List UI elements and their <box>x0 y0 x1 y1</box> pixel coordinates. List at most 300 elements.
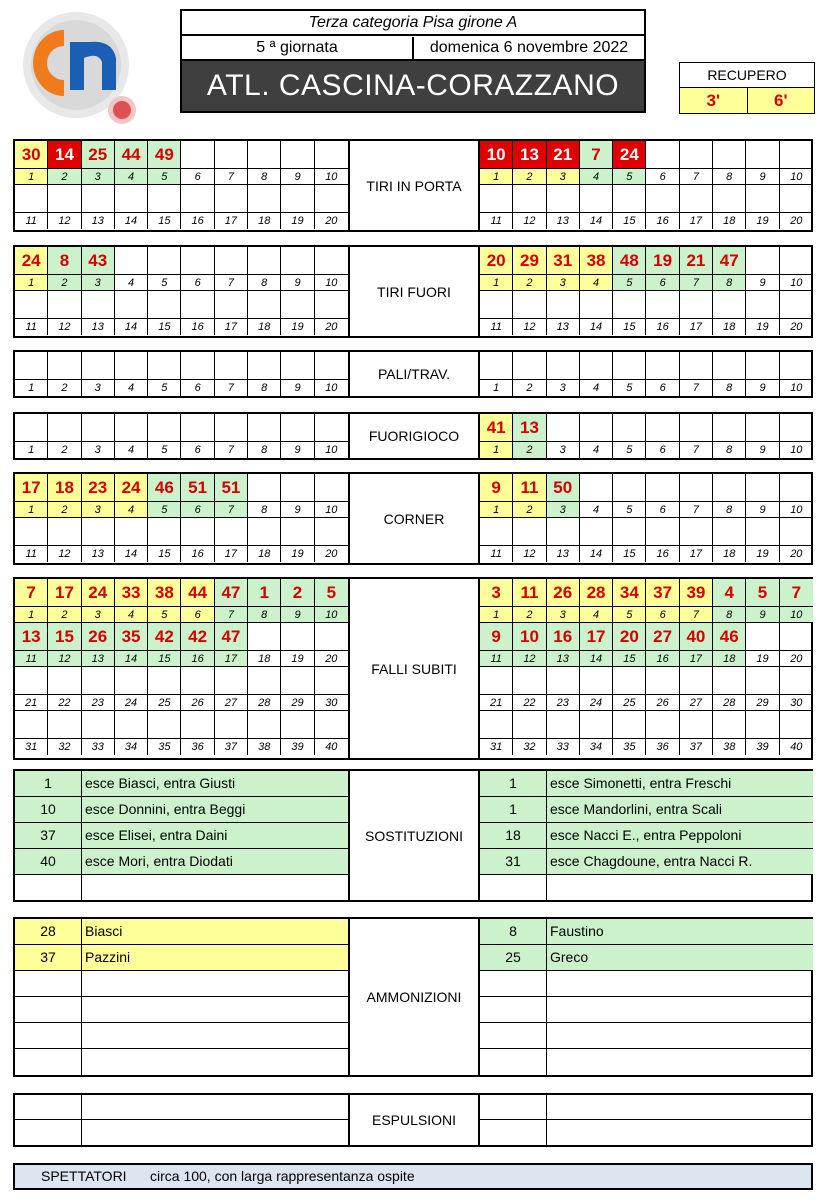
minute-cell: 13 <box>513 414 546 442</box>
minute-cell: 38 <box>580 247 613 275</box>
index-cell: 10 <box>325 382 338 394</box>
index-cell: 9 <box>746 380 779 396</box>
empty-cell <box>315 352 348 380</box>
empty-cell <box>713 711 746 739</box>
empty-cell <box>315 141 348 169</box>
index-cell: 29 <box>746 695 779 711</box>
minute-cell: 9 <box>480 623 513 651</box>
recupero-second-half: 6' <box>774 91 788 110</box>
empty-cell <box>580 414 613 442</box>
minute-cell: 24 <box>15 247 48 275</box>
empty-cell <box>215 667 248 695</box>
index-cell: 11 <box>480 319 513 335</box>
list-row <box>15 971 348 997</box>
empty-cell <box>680 711 713 739</box>
index-row <box>15 169 348 185</box>
values-row <box>480 291 813 319</box>
empty-cell <box>613 711 646 739</box>
event-text <box>547 971 813 996</box>
empty-cell <box>115 414 148 442</box>
empty-cell <box>148 667 181 695</box>
index-cell: 10 <box>315 502 348 518</box>
empty-cell <box>746 474 779 502</box>
empty-cell <box>513 711 546 739</box>
index-cell: 20 <box>790 321 803 333</box>
club-logo-icon <box>18 10 138 128</box>
index-row <box>15 213 348 229</box>
index-cell: 17 <box>215 213 248 229</box>
index-cell: 19 <box>281 319 314 335</box>
list-row <box>480 1023 813 1049</box>
index-cell: 6 <box>646 380 679 396</box>
empty-cell <box>480 667 513 695</box>
empty-cell <box>646 352 679 380</box>
empty-cell <box>215 247 248 275</box>
index-cell: 18 <box>713 213 746 229</box>
empty-cell <box>547 711 580 739</box>
minute-cell: 29 <box>513 247 546 275</box>
index-cell: 5 <box>613 607 646 623</box>
index-cell: 18 <box>248 651 281 667</box>
index-cell: 9 <box>281 442 314 458</box>
empty-cell <box>547 518 580 546</box>
minute-cell: 10 <box>15 797 82 822</box>
event-text: Faustino <box>550 923 604 939</box>
index-cell: 11 <box>15 546 48 562</box>
list-row <box>15 997 348 1023</box>
empty-cell <box>48 518 81 546</box>
values-row <box>15 623 348 651</box>
index-cell: 35 <box>613 739 646 755</box>
index-cell: 25 <box>613 695 646 711</box>
index-cell: 7 <box>680 502 713 518</box>
values-row <box>480 518 813 546</box>
index-cell: 6 <box>181 442 214 458</box>
empty-cell <box>480 711 513 739</box>
empty-cell <box>780 247 813 275</box>
event-text <box>547 997 813 1022</box>
index-cell: 32 <box>48 739 81 755</box>
empty-cell <box>513 185 546 213</box>
empty-cell <box>15 518 48 546</box>
index-cell: 8 <box>248 380 281 396</box>
index-cell: 4 <box>115 275 148 291</box>
minute-cell: 16 <box>547 623 580 651</box>
event-text: Greco <box>550 949 589 965</box>
index-cell: 21 <box>15 695 48 711</box>
index-cell: 19 <box>281 546 314 562</box>
index-cell: 19 <box>746 651 779 667</box>
event-text <box>82 1095 348 1119</box>
empty-cell <box>281 247 314 275</box>
event-text <box>82 971 348 996</box>
index-cell: 4 <box>580 502 613 518</box>
empty-cell <box>613 352 646 380</box>
index-cell: 38 <box>713 739 746 755</box>
index-cell: 18 <box>713 651 746 667</box>
index-cell: 9 <box>746 275 779 291</box>
minute-cell: 26 <box>547 579 580 607</box>
empty-cell <box>680 141 713 169</box>
list-row <box>15 849 348 875</box>
index-cell: 32 <box>513 739 546 755</box>
event-text: Biasci <box>85 923 123 939</box>
list-row <box>15 945 348 971</box>
index-cell: 23 <box>547 695 580 711</box>
empty-cell <box>713 667 746 695</box>
index-cell: 37 <box>680 739 713 755</box>
empty-cell <box>580 711 613 739</box>
values-row <box>15 474 348 502</box>
empty-cell <box>480 352 513 380</box>
index-row <box>480 502 813 518</box>
empty-cell <box>580 291 613 319</box>
empty-cell <box>148 352 181 380</box>
minute-cell: 40 <box>680 623 713 651</box>
values-row <box>15 414 348 442</box>
empty-cell <box>780 623 813 651</box>
empty-cell <box>148 711 181 739</box>
empty-cell <box>513 667 546 695</box>
index-cell: 2 <box>48 442 81 458</box>
index-cell: 12 <box>48 546 81 562</box>
minute-cell: 47 <box>713 247 746 275</box>
home-grid <box>15 247 348 335</box>
index-cell: 8 <box>713 275 746 291</box>
empty-cell <box>315 291 348 319</box>
list-row <box>480 797 813 823</box>
index-cell: 33 <box>82 739 115 755</box>
minute-cell: 31 <box>480 849 547 874</box>
index-cell: 16 <box>181 213 214 229</box>
section-label: AMMONIZIONI <box>348 919 480 1075</box>
section-label: ESPULSIONI <box>348 1095 480 1145</box>
values-row <box>480 247 813 275</box>
ammonizioni-away <box>480 919 813 1075</box>
minute-cell: 24 <box>82 579 115 607</box>
index-cell: 7 <box>680 607 713 623</box>
empty-cell <box>580 352 613 380</box>
empty-cell <box>215 291 248 319</box>
section-label: CORNER <box>348 474 480 563</box>
empty-cell <box>613 291 646 319</box>
empty-cell <box>82 291 115 319</box>
values-row <box>15 141 348 169</box>
event-text <box>82 1049 348 1075</box>
empty-cell <box>248 414 281 442</box>
index-cell: 7 <box>680 380 713 396</box>
index-row <box>480 169 813 185</box>
empty-cell <box>48 667 81 695</box>
index-cell: 2 <box>48 607 81 623</box>
index-cell: 16 <box>181 651 214 667</box>
minute-cell <box>15 1120 82 1145</box>
index-cell: 1 <box>15 275 48 291</box>
index-cell: 13 <box>82 651 115 667</box>
index-cell: 20 <box>325 321 338 333</box>
index-cell: 14 <box>115 651 148 667</box>
minute-cell <box>15 875 82 901</box>
values-row <box>480 579 813 607</box>
index-cell: 15 <box>148 213 181 229</box>
empty-cell <box>315 623 348 651</box>
index-cell: 11 <box>480 213 513 229</box>
minute-cell: 17 <box>48 579 81 607</box>
index-cell: 20 <box>790 215 803 227</box>
index-cell: 34 <box>115 739 148 755</box>
index-cell: 24 <box>580 695 613 711</box>
away-grid <box>480 579 813 755</box>
section-fuorigioco <box>13 412 813 460</box>
index-row <box>15 502 348 518</box>
event-text: esce Simonetti, entra Freschi <box>550 775 732 791</box>
empty-cell <box>780 185 813 213</box>
minute-cell: 43 <box>82 247 115 275</box>
empty-cell <box>713 185 746 213</box>
empty-cell <box>746 352 779 380</box>
index-cell: 10 <box>315 275 348 291</box>
minute-cell: 8 <box>48 247 81 275</box>
empty-cell <box>713 141 746 169</box>
index-cell: 25 <box>148 695 181 711</box>
empty-cell <box>248 141 281 169</box>
empty-cell <box>547 352 580 380</box>
empty-cell <box>780 414 813 442</box>
empty-cell <box>780 518 813 546</box>
index-cell: 13 <box>82 213 115 229</box>
index-cell: 8 <box>248 607 281 623</box>
index-cell: 17 <box>680 651 713 667</box>
index-cell: 9 <box>746 502 779 518</box>
list-row <box>480 1095 813 1120</box>
empty-cell <box>15 711 48 739</box>
values-row <box>15 579 348 607</box>
index-cell: 10 <box>325 444 338 456</box>
index-cell: 2 <box>48 169 81 185</box>
empty-cell <box>480 291 513 319</box>
index-cell: 40 <box>790 741 803 753</box>
index-cell: 33 <box>547 739 580 755</box>
index-cell: 17 <box>680 213 713 229</box>
index-cell: 2 <box>48 275 81 291</box>
index-row <box>480 739 813 755</box>
empty-cell <box>646 518 679 546</box>
away-grid <box>480 141 813 229</box>
minute-cell: 5 <box>746 579 779 607</box>
empty-cell <box>580 518 613 546</box>
index-cell: 1 <box>15 607 48 623</box>
empty-cell <box>215 352 248 380</box>
empty-cell <box>780 474 813 502</box>
index-cell: 1 <box>480 169 513 185</box>
empty-cell <box>215 711 248 739</box>
empty-cell <box>215 185 248 213</box>
index-cell: 8 <box>713 380 746 396</box>
minute-cell <box>480 1023 547 1048</box>
empty-cell <box>315 711 348 739</box>
spettatori-label: SPETTATORI <box>41 1168 127 1184</box>
empty-cell <box>547 414 580 442</box>
list-row <box>15 1049 348 1075</box>
values-row <box>15 291 348 319</box>
minute-cell: 11 <box>513 474 546 502</box>
index-row <box>15 275 348 291</box>
minute-cell <box>15 971 82 996</box>
index-cell: 13 <box>547 651 580 667</box>
index-row <box>480 651 813 667</box>
index-row <box>480 695 813 711</box>
values-row <box>480 185 813 213</box>
values-row <box>480 474 813 502</box>
index-cell: 3 <box>82 502 115 518</box>
index-cell: 1 <box>480 275 513 291</box>
index-cell: 17 <box>680 546 713 562</box>
empty-cell <box>148 185 181 213</box>
index-cell: 2 <box>513 275 546 291</box>
index-cell: 3 <box>82 607 115 623</box>
index-cell: 6 <box>181 275 214 291</box>
index-cell: 14 <box>115 213 148 229</box>
section-ammonizioni <box>13 917 813 1077</box>
event-text: esce Nacci E., entra Peppoloni <box>550 827 742 843</box>
index-cell: 3 <box>547 502 580 518</box>
event-text <box>82 875 348 901</box>
index-cell: 20 <box>315 651 348 667</box>
index-cell: 1 <box>15 169 48 185</box>
event-text: esce Elisei, entra Daini <box>85 827 228 843</box>
index-cell: 2 <box>513 502 546 518</box>
index-cell: 9 <box>281 502 314 518</box>
empty-cell <box>48 185 81 213</box>
empty-cell <box>281 518 314 546</box>
minute-cell: 37 <box>15 945 82 970</box>
index-cell: 9 <box>746 442 779 458</box>
index-cell: 9 <box>281 169 314 185</box>
match-header <box>180 9 646 113</box>
empty-cell <box>746 711 779 739</box>
index-cell: 7 <box>215 169 248 185</box>
empty-cell <box>115 247 148 275</box>
empty-cell <box>547 667 580 695</box>
index-cell: 14 <box>115 319 148 335</box>
index-cell: 3 <box>82 380 115 396</box>
section-label: SOSTITUZIONI <box>348 771 480 900</box>
empty-cell <box>148 247 181 275</box>
index-cell: 2 <box>513 442 546 458</box>
index-cell: 9 <box>281 380 314 396</box>
index-cell: 39 <box>281 739 314 755</box>
section-label: TIRI FUORI <box>348 247 480 336</box>
list-row <box>15 1120 348 1145</box>
index-cell: 10 <box>790 382 803 394</box>
index-cell: 15 <box>148 651 181 667</box>
empty-cell <box>48 291 81 319</box>
index-cell: 40 <box>325 741 338 753</box>
index-cell: 10 <box>780 607 813 623</box>
minute-cell: 2 <box>281 579 314 607</box>
minute-cell: 47 <box>215 623 248 651</box>
empty-cell <box>281 141 314 169</box>
empty-cell <box>248 352 281 380</box>
round-label: 5 ª giornata <box>182 37 414 59</box>
minute-cell: 24 <box>115 474 148 502</box>
index-cell: 5 <box>148 169 181 185</box>
minute-cell <box>480 875 547 901</box>
minute-cell <box>480 997 547 1022</box>
empty-cell <box>281 414 314 442</box>
minute-cell: 4 <box>713 579 746 607</box>
index-cell: 7 <box>215 380 248 396</box>
empty-cell <box>281 711 314 739</box>
section-sostituzioni <box>13 769 813 902</box>
minute-cell: 25 <box>82 141 115 169</box>
empty-cell <box>746 667 779 695</box>
minute-cell: 31 <box>547 247 580 275</box>
list-row <box>480 945 813 971</box>
empty-cell <box>248 185 281 213</box>
index-row <box>15 695 348 711</box>
minute-cell: 39 <box>680 579 713 607</box>
index-row <box>15 442 348 458</box>
index-cell: 8 <box>248 442 281 458</box>
index-cell: 2 <box>513 380 546 396</box>
index-cell: 15 <box>613 319 646 335</box>
empty-cell <box>646 185 679 213</box>
index-cell: 7 <box>680 442 713 458</box>
index-cell: 14 <box>580 319 613 335</box>
index-cell: 17 <box>215 546 248 562</box>
minute-cell: 20 <box>480 247 513 275</box>
home-grid <box>15 141 348 229</box>
home-grid <box>15 474 348 562</box>
index-cell: 18 <box>713 319 746 335</box>
index-cell: 12 <box>513 319 546 335</box>
index-cell: 7 <box>215 502 248 518</box>
ammonizioni-home <box>15 919 348 1075</box>
empty-cell <box>613 414 646 442</box>
empty-cell <box>580 667 613 695</box>
minute-cell: 48 <box>613 247 646 275</box>
index-cell: 19 <box>746 213 779 229</box>
index-cell: 11 <box>480 651 513 667</box>
index-cell: 14 <box>580 546 613 562</box>
home-grid <box>15 414 348 458</box>
home-grid <box>15 352 348 396</box>
index-cell: 4 <box>580 380 613 396</box>
index-row <box>15 607 348 623</box>
index-cell: 9 <box>281 607 314 623</box>
minute-cell: 33 <box>115 579 148 607</box>
empty-cell <box>746 247 779 275</box>
competition-title: Terza categoria Pisa girone A <box>180 9 646 34</box>
minute-cell: 35 <box>115 623 148 651</box>
empty-cell <box>82 352 115 380</box>
index-cell: 27 <box>215 695 248 711</box>
empty-cell <box>315 414 348 442</box>
index-cell: 8 <box>713 442 746 458</box>
empty-cell <box>215 414 248 442</box>
index-cell: 13 <box>547 213 580 229</box>
index-cell: 3 <box>547 169 580 185</box>
index-cell: 20 <box>790 548 803 560</box>
minute-cell: 30 <box>15 141 48 169</box>
index-cell: 19 <box>746 319 779 335</box>
minute-cell: 34 <box>613 579 646 607</box>
empty-cell <box>82 518 115 546</box>
index-cell: 34 <box>580 739 613 755</box>
list-row <box>480 971 813 997</box>
values-row <box>480 623 813 651</box>
